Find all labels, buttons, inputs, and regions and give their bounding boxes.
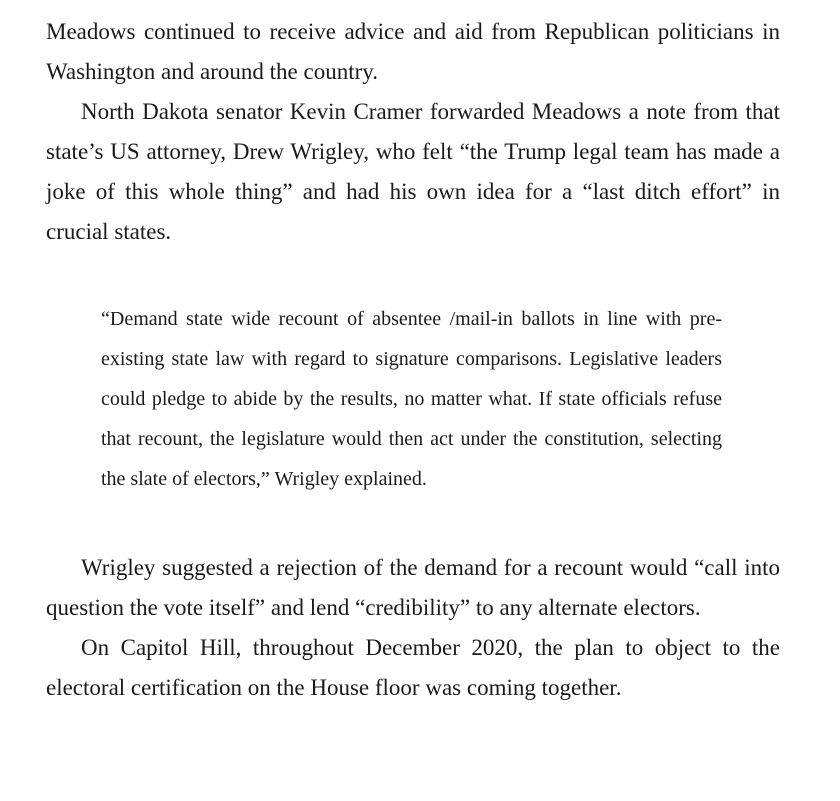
paragraph-1: Meadows continued to receive advice and aid from Republican politicians in Washington and around the country. bbox=[46, 19, 780, 84]
paragraph-4: On Capitol Hill, throughout December 2020, the plan to object to the electoral certification on the House floor was coming together. bbox=[46, 635, 780, 700]
document-page bbox=[46, 12, 780, 708]
paragraph-3: Wrigley suggested a rejection of the demand for a recount would “call into question the vote itself” and lend “credibility” to any alternate electors. bbox=[46, 555, 780, 620]
block-quote bbox=[101, 299, 722, 499]
block-quote-text: “Demand state wide recount of absentee /mail-in ballots in line with pre-existing state law with regard to signature comparisons. Legislative leaders could pledge to abide by the results, no matter what. If state officials refuse that recount, the legislature would then act under the constitution, selecting the slate of electors,” Wrigley explained. bbox=[101, 308, 722, 490]
paragraph-2: North Dakota senator Kevin Cramer forwarded Meadows a note from that state’s US attorney, Drew Wrigley, who felt “the Trump legal team has made a joke of this whole thing” and had his own idea for a “last ditch effort” in crucial states. bbox=[46, 99, 780, 244]
